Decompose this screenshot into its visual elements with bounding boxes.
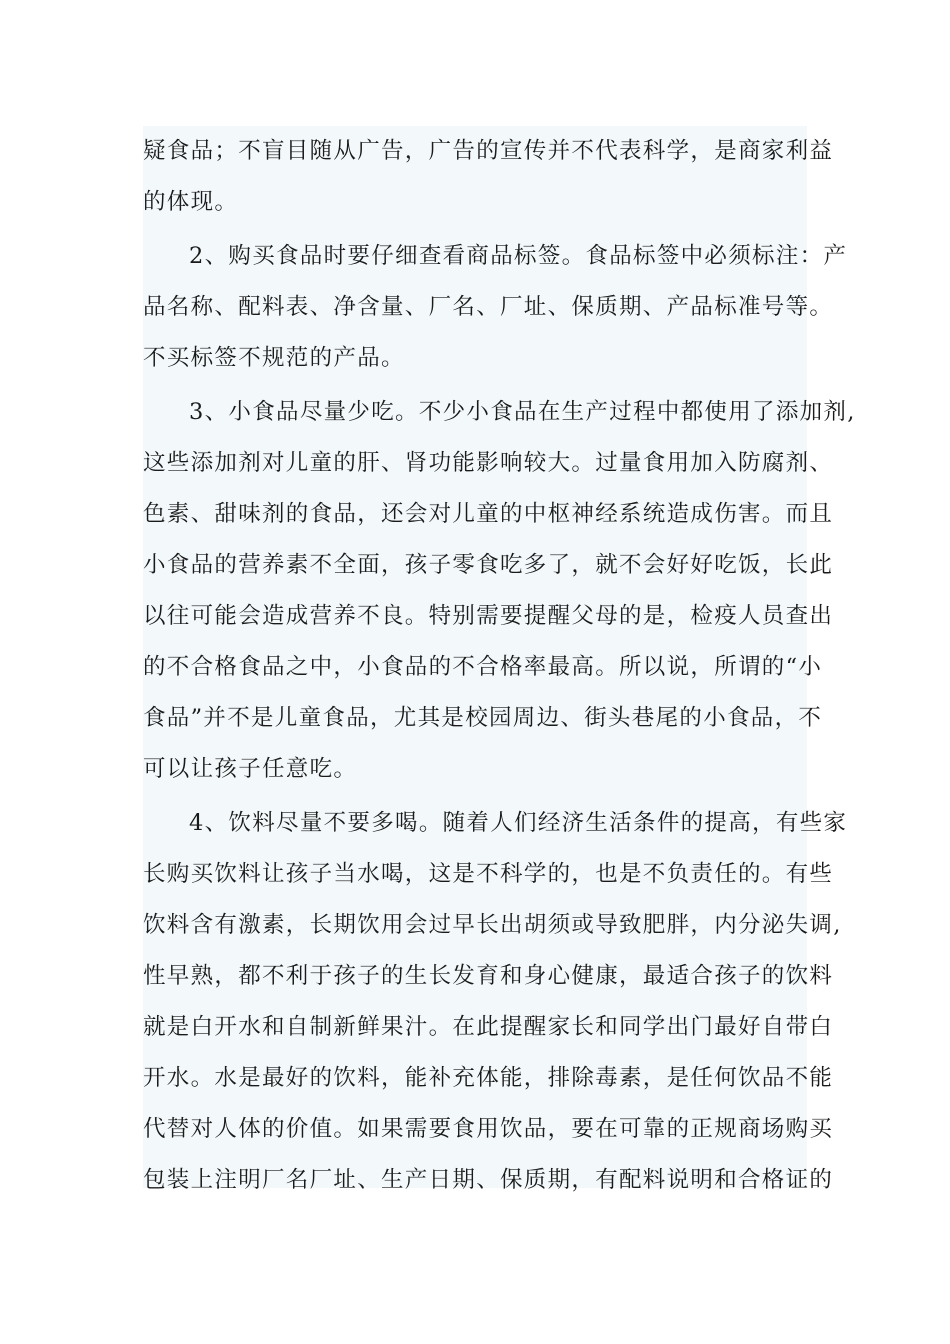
text-line: 性早熟，都不利于孩子的生长发育和身心健康，最适合孩子的饮料: [143, 963, 834, 989]
text-line: 小食品的营养素不全面，孩子零食吃多了，就不会好好吃饭，长此: [143, 552, 834, 578]
text-line: 食品”并不是儿童食品，尤其是校园周边、街头巷尾的小食品，不: [143, 705, 823, 731]
text-line: 开水。水是最好的饮料，能补充体能，排除毒素，是任何饮品不能: [143, 1065, 834, 1091]
paragraph-2: [143, 231, 848, 384]
text-line: 疑食品；不盲目随从广告，广告的宣传并不代表科学，是商家利益: [143, 138, 834, 164]
text-line: 的不合格食品之中，小食品的不合格率最高。所以说，所谓的“小: [143, 654, 823, 680]
text-line: 包装上注明厂名厂址、生产日期、保质期，有配料说明和合格证的: [143, 1167, 834, 1193]
text-line: 就是白开水和自制新鲜果汁。在此提醒家长和同学出门最好自带白: [143, 1014, 834, 1040]
text-line: 2、购买食品时要仔细查看商品标签。食品标签中必须标注：产: [189, 243, 848, 269]
text-line: 4、饮料尽量不要多喝。随着人们经济生活条件的提高，有些家: [189, 810, 848, 836]
paragraph-4: [143, 798, 848, 1206]
text-line: 这些添加剂对儿童的肝、肾功能影响较大。过量食用加入防腐剂、: [143, 450, 834, 476]
text-block: [143, 126, 856, 1193]
text-line: 的体现。: [143, 189, 239, 215]
text-line: 饮料含有激素，长期饮用会过早长出胡须或导致肥胖，内分泌失调,: [143, 912, 842, 938]
text-line: 3、小食品尽量少吃。不少小食品在生产过程中都使用了添加剂,: [189, 399, 856, 425]
text-line: 长购买饮料让孩子当水喝，这是不科学的，也是不负责任的。有些: [143, 861, 834, 887]
text-line: 品名称、配料表、净含量、厂名、厂址、保质期、产品标准号等。: [143, 294, 834, 320]
text-line: 代替对人体的价值。如果需要食用饮品，要在可靠的正规商场购买: [143, 1116, 834, 1142]
text-line: 可以让孩子任意吃。: [143, 756, 358, 782]
text-line: 以往可能会造成营养不良。特别需要提醒父母的是，检疫人员查出: [143, 603, 834, 629]
text-line: 不买标签不规范的产品。: [143, 345, 405, 371]
paragraph-continuation: [143, 126, 834, 228]
paragraph-3: [143, 387, 856, 795]
text-line: 色素、甜味剂的食品，还会对儿童的中枢神经系统造成伤害。而且: [143, 501, 834, 527]
